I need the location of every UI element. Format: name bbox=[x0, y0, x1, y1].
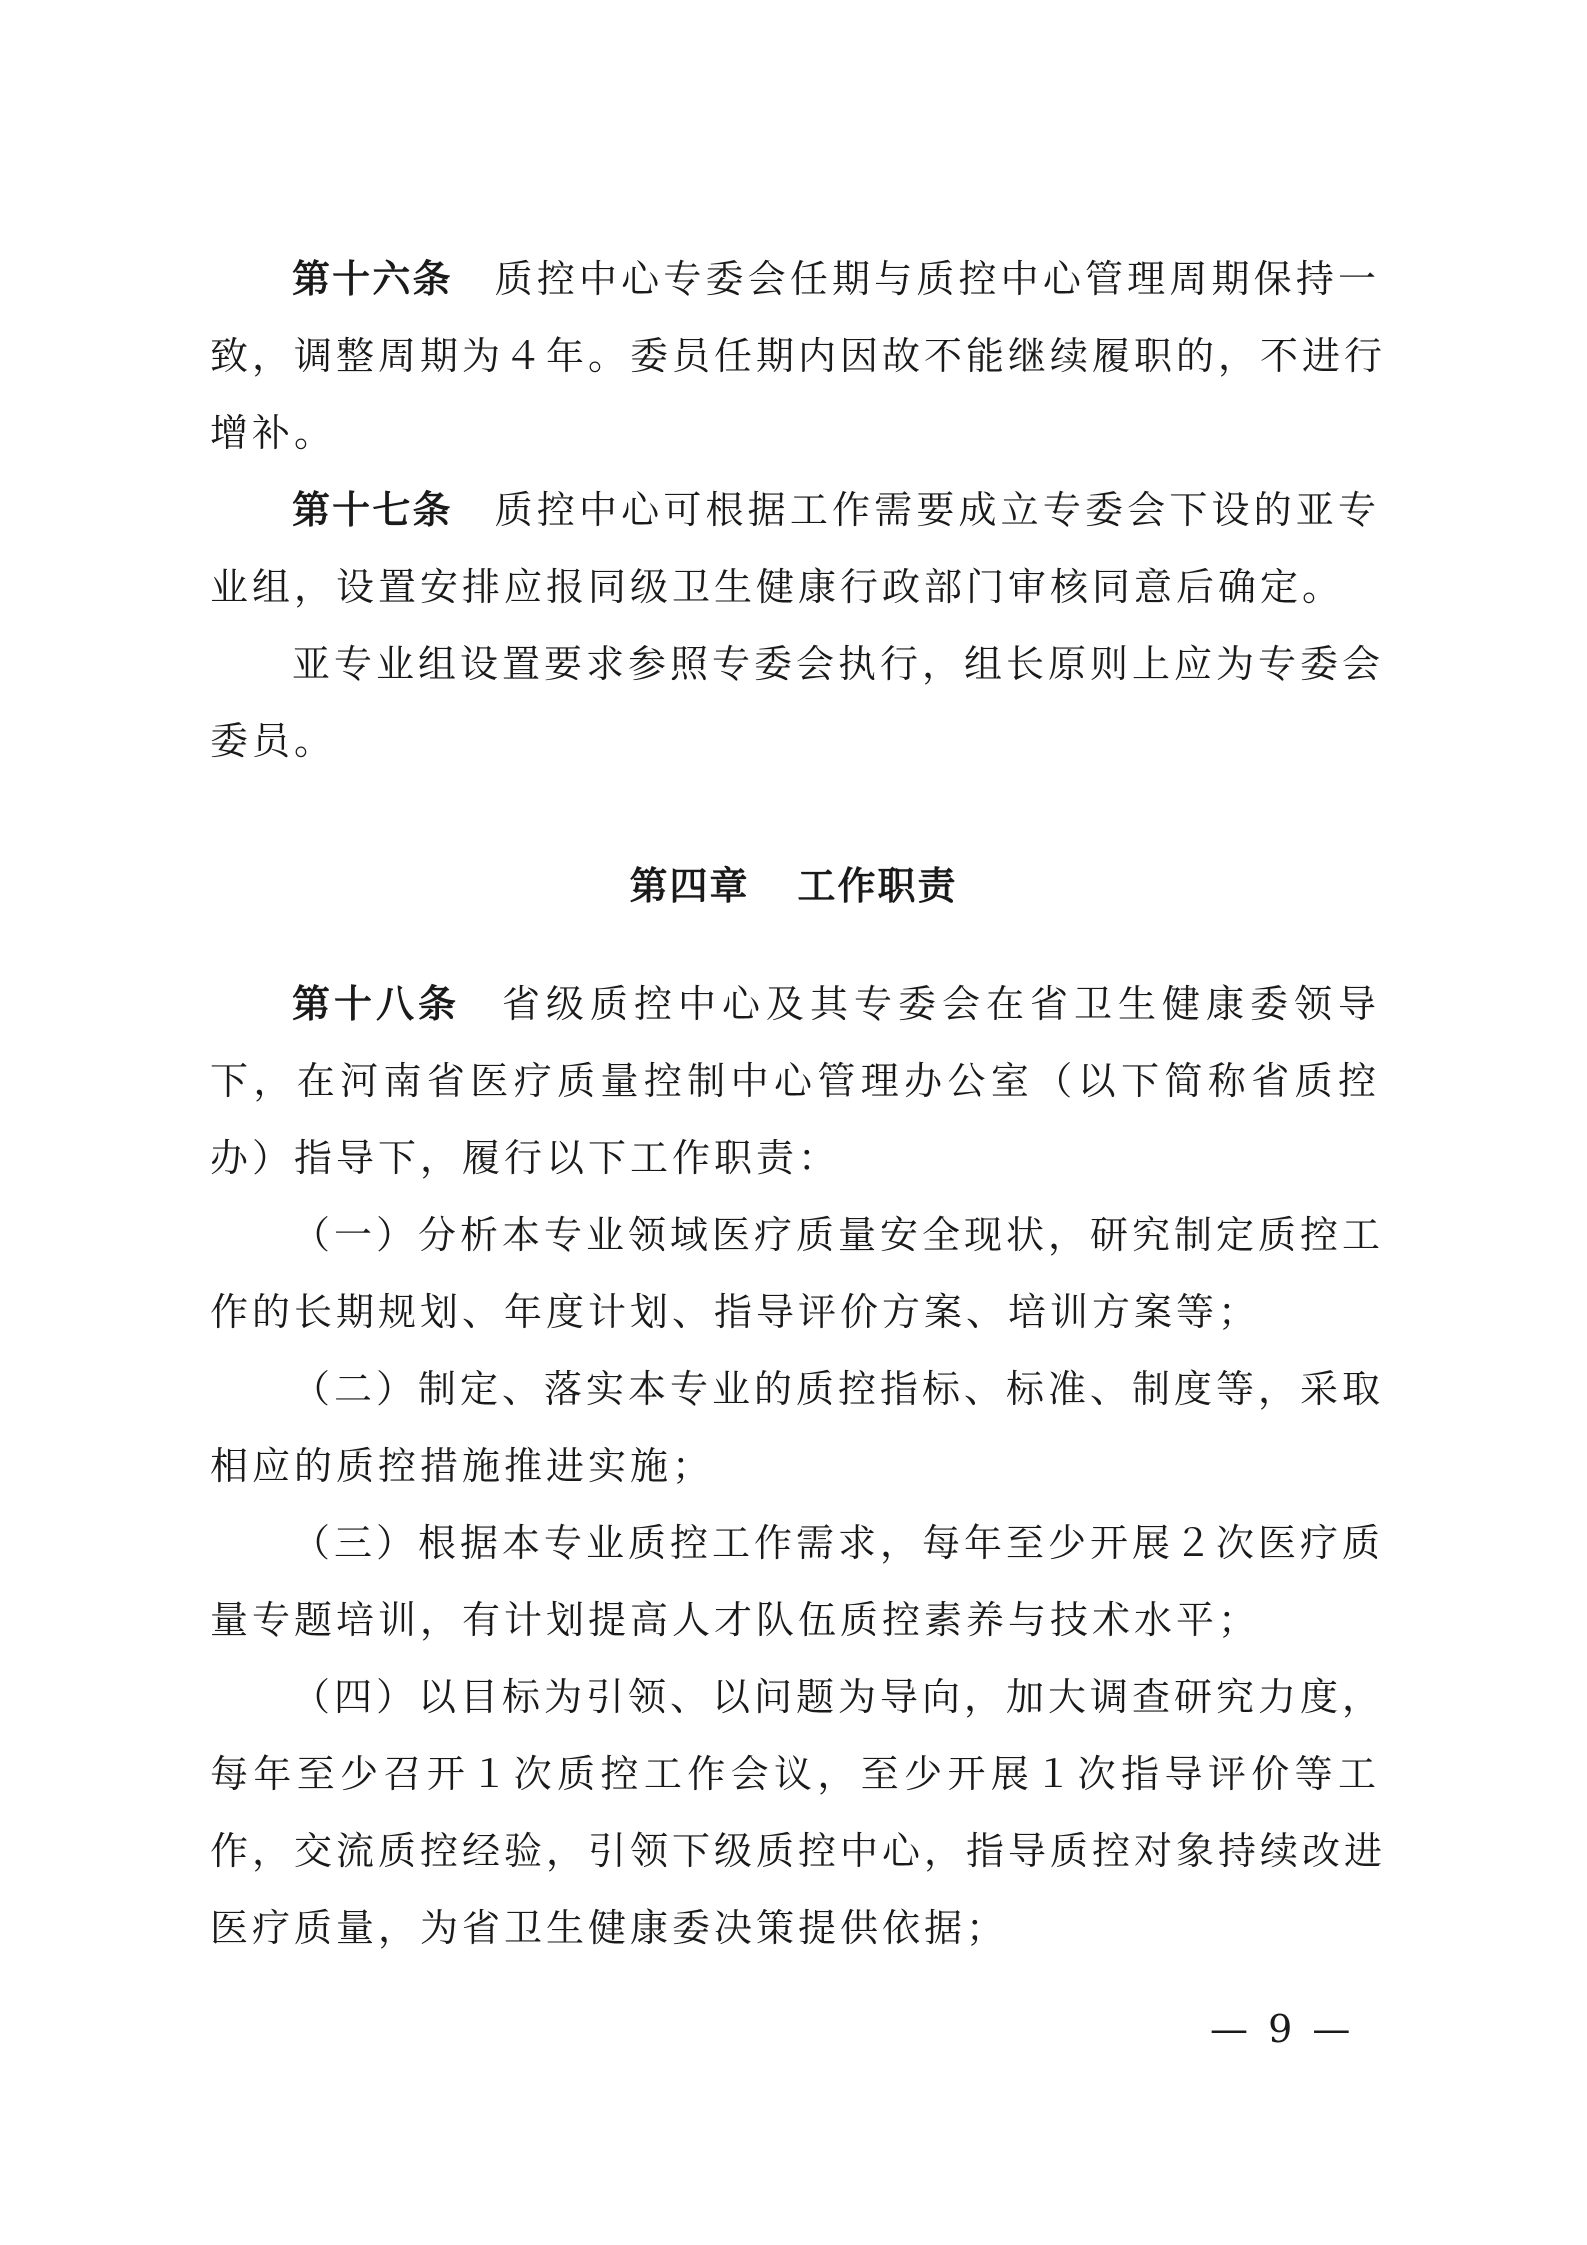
article-17-line-1 bbox=[292, 486, 1380, 534]
article-17-para2-line-2: 委员。 bbox=[210, 719, 337, 763]
article-16-line-2: 致，调整周期为４年。委员任期内因故不能继续履职的，不进行 bbox=[210, 334, 1387, 378]
chapter-title: 工作职责 bbox=[797, 864, 958, 908]
article-17-text: 质控中心可根据工作需要成立专委会下设的亚专 bbox=[494, 488, 1380, 532]
item-4-line-3: 作，交流质控经验，引领下级质控中心，指导质控对象持续改进 bbox=[210, 1829, 1387, 1873]
article-16-line-3: 增补。 bbox=[210, 411, 337, 455]
article-17-para2-line-1: 亚专业组设置要求参照专委会执行，组长原则上应为专委会 bbox=[292, 642, 1385, 686]
article-18-line-2: 下，在河南省医疗质量控制中心管理办公室（以下简称省质控 bbox=[210, 1059, 1380, 1103]
article-17-label: 第十七条 bbox=[292, 488, 453, 532]
item-4-line-4: 医疗质量，为省卫生健康委决策提供依据； bbox=[210, 1906, 1009, 1950]
article-18-label: 第十八条 bbox=[292, 982, 460, 1026]
page-number: — 9 — bbox=[1210, 2007, 1355, 2051]
article-18-text: 省级质控中心及其专委会在省卫生健康委领导 bbox=[502, 982, 1380, 1026]
item-2-line-2: 相应的质控措施推进实施； bbox=[210, 1444, 715, 1488]
item-1-line-1: （一）分析本专业领域医疗质量安全现状，研究制定质控工 bbox=[292, 1213, 1385, 1257]
article-16-text: 质控中心专委会任期与质控中心管理周期保持一 bbox=[494, 257, 1380, 301]
article-18-line-1 bbox=[292, 980, 1380, 1028]
item-2-line-1: （二）制定、落实本专业的质控指标、标准、制度等，采取 bbox=[292, 1367, 1385, 1411]
item-4-line-2: 每年至少召开１次质控工作会议，至少开展１次指导评价等工 bbox=[210, 1752, 1380, 1796]
article-16-line-1 bbox=[292, 255, 1380, 303]
article-17-line-2: 业组，设置安排应报同级卫生健康行政部门审核同意后确定。 bbox=[210, 565, 1345, 609]
item-1-line-2: 作的长期规划、年度计划、指导评价方案、培训方案等； bbox=[210, 1290, 1261, 1334]
item-3-line-2: 量专题培训，有计划提高人才队伍质控素养与技术水平； bbox=[210, 1598, 1261, 1642]
item-4-line-1: （四）以目标为引领、以问题为导向，加大调查研究力度， bbox=[292, 1675, 1385, 1719]
chapter-heading bbox=[0, 862, 1587, 910]
item-3-line-1: （三）根据本专业质控工作需求，每年至少开展２次医疗质 bbox=[292, 1521, 1385, 1565]
article-16-label: 第十六条 bbox=[292, 257, 453, 301]
chapter-number: 第四章 bbox=[629, 864, 750, 908]
article-18-line-3: 办）指导下，履行以下工作职责： bbox=[210, 1136, 841, 1180]
